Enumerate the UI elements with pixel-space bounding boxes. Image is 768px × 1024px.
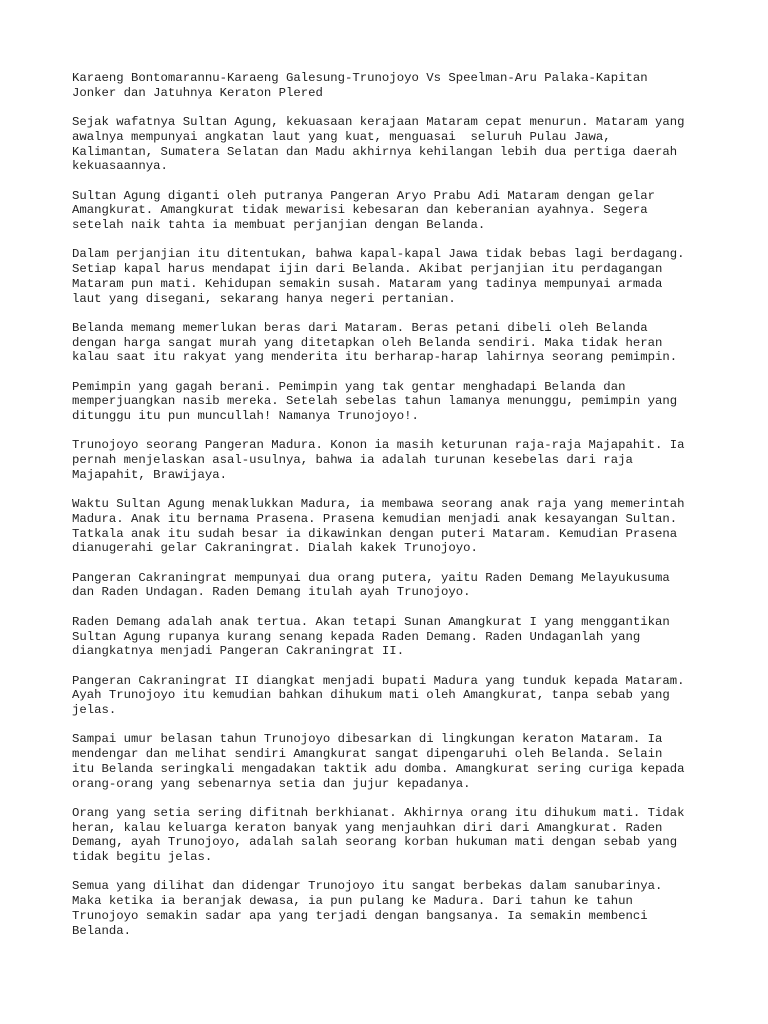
paragraph: Pangeran Cakraningrat mempunyai dua orang putera, yaitu Raden Demang Melayukusuma dan Raden Undagan. Raden Demang itulah ayah Trunojoyo. — [72, 570, 670, 600]
paragraph: Pangeran Cakraningrat II diangkat menjadi bupati Madura yang tunduk kepada Mataram. Ayah Trunojoyo itu kemudian bahkan dihukum mati oleh Amangkurat, tanpa sebab yang jelas. — [72, 673, 685, 718]
paragraph: Pemimpin yang gagah berani. Pemimpin yang tak gentar menghadapi Belanda dan memperjuangkan nasib mereka. Setelah sebelas tahun lamanya menunggu, pemimpin yang ditunggu itu pun muncullah! Namanya Trunojoyo!. — [72, 379, 678, 424]
paragraph: Orang yang setia sering difitnah berkhianat. Akhirnya orang itu dihukum mati. Tidak heran, kalau keluarga keraton banyak yang menjauhkan diri dari Amangkurat. Raden Demang, ayah Trunojoyo, adalah salah seorang korban hukuman mati dengan sebab yang tidak begitu jelas. — [72, 805, 685, 865]
paragraph: Sultan Agung diganti oleh putranya Pangeran Aryo Prabu Adi Mataram dengan gelar Amangkurat. Amangkurat tidak mewarisi kebesaran dan keberanian ayahnya. Segera setelah naik tahta ia membuat perjanjian dengan Belanda. — [72, 188, 655, 232]
paragraph: Sampai umur belasan tahun Trunojoyo dibesarkan di lingkungan keraton Mataram. Ia mendengar dan melihat sendiri Amangkurat sangat dipengaruhi oleh Belanda. Selain itu Belanda seringkali mengadakan taktik adu domba. Amangkurat sering curiga kepada orang-orang yang sebenarnya setia dan jujur kepadanya. — [72, 732, 685, 791]
paragraph: Sejak wafatnya Sultan Agung, kekuasaan kerajaan Mataram cepat menurun. Mataram yang awalnya mempunyai angkatan laut yang kuat, menguasai seluruh Pulau Jawa, Kalimantan, Sumatera Selatan dan Madu akhirnya kehilangan lebih dua pertiga daerah kekuasaannya. — [72, 115, 685, 174]
paragraph: Waktu Sultan Agung menaklukkan Madura, ia membawa seorang anak raja yang memerintah Madura. Anak itu bernama Prasena. Prasena kemudian menjadi anak kesayangan Sultan. Tatkala anak itu sudah besar ia dikawinkan dengan puteri Mataram. Kemudian Prasena dianugerahi gelar Cakraningrat. Dialah kakek Trunojoyo. — [72, 497, 685, 556]
paragraph: Semua yang dilihat dan didengar Trunojoyo itu sangat berbekas dalam sanubarinya. Maka ketika ia beranjak dewasa, ia pun pulang ke Madura. Dari tahun ke tahun Trunojoyo semakin sadar apa yang terjadi dengan bangsanya. Ia semakin membenci Belanda. — [72, 879, 663, 938]
paragraph: Dalam perjanjian itu ditentukan, bahwa kapal-kapal Jawa tidak bebas lagi berdagang. Setiap kapal harus mendapat ijin dari Belanda. Akibat perjanjian itu perdagangan Mataram pun mati. Kehidupan semakin susah. Mataram yang tadinya mempunyai armada laut yang disegani, sekarang hanya negeri pertanian. — [72, 247, 685, 306]
paragraph: Trunojoyo seorang Pangeran Madura. Konon ia masih keturunan raja-raja Majapahit. Ia pernah menjelaskan asal-usulnya, bahwa ia adalah turunan kesebelas dari raja Majapahit, Brawijaya. — [72, 438, 685, 482]
document-title: Karaeng Bontomarannu-Karaeng Galesung-Trunojoyo Vs Speelman-Aru Palaka-Kapitan Jonker dan Jatuhnya Keraton Plered — [72, 71, 648, 100]
document-page — [72, 71, 732, 953]
paragraph: Raden Demang adalah anak tertua. Akan tetapi Sunan Amangkurat I yang menggantikan Sultan Agung rupanya kurang senang kepada Raden Demang. Raden Undaganlah yang diangkatnya menjadi Pangeran Cakraningrat II. — [72, 614, 670, 659]
paragraph: Belanda memang memerlukan beras dari Mataram. Beras petani dibeli oleh Belanda dengan harga sangat murah yang ditetapkan oleh Belanda sendiri. Maka tidak heran kalau saat itu rakyat yang menderita itu berharap-harap lahirnya seorang pemimpin. — [72, 320, 678, 365]
